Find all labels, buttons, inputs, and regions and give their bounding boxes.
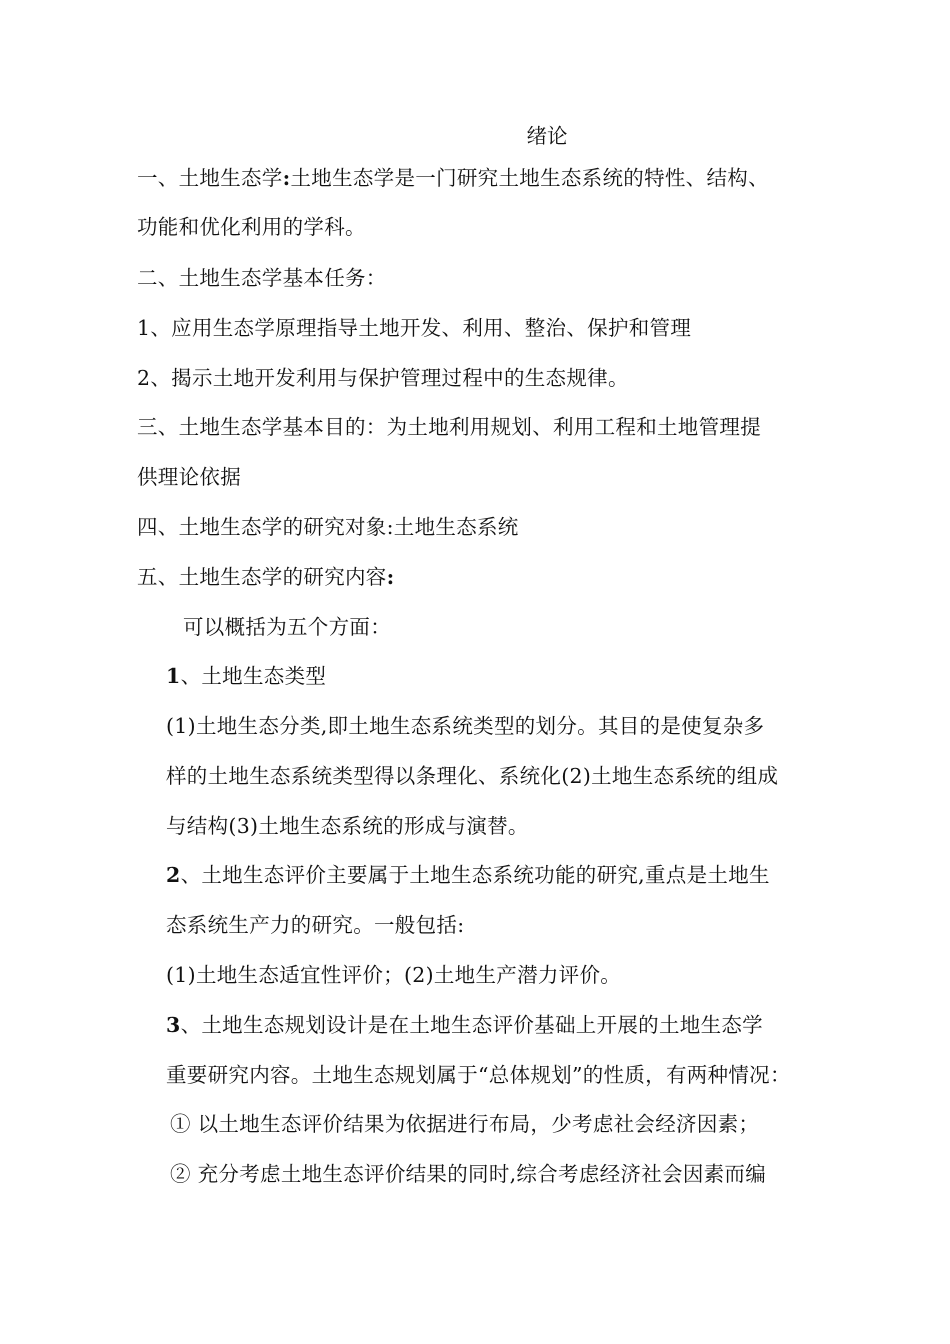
item-1-heading bbox=[166, 662, 326, 690]
section-1-colon: : bbox=[282, 166, 291, 190]
section-1-line-2: 功能和优化利用的学科。 bbox=[137, 215, 366, 239]
section-1-definition: 土地生态学是一门研究土地生态系统的特性、结构、 bbox=[290, 166, 769, 190]
section-5-intro: 可以概括为五个方面： bbox=[183, 615, 391, 639]
item-2-number: 2 bbox=[166, 863, 181, 887]
document-title: 绪论 bbox=[526, 124, 568, 148]
item-3-number: 3 bbox=[166, 1013, 181, 1037]
item-2-heading bbox=[166, 861, 770, 889]
item-1-line-2: 样的土地生态系统类型得以条理化、系统化(2)土地生态系统的组成 bbox=[166, 764, 779, 788]
section-3-line-1: 三、土地生态学基本目的：为土地利用规划、利用工程和土地管理提 bbox=[137, 415, 761, 439]
section-4: 四、土地生态学的研究对象:土地生态系统 bbox=[137, 515, 519, 539]
item-1-line-1: (1)土地生态分类,即土地生态系统类型的划分。其目的是使复杂多 bbox=[166, 714, 765, 738]
section-3-line-2: 供理论依据 bbox=[137, 465, 241, 489]
item-2-line-3: (1)土地生态适宜性评价；(2)土地生产潜力评价。 bbox=[166, 963, 622, 987]
item-1-title: 、土地生态类型 bbox=[180, 664, 327, 688]
item-2-line-2: 态系统生产力的研究。一般包括: bbox=[166, 913, 465, 937]
item-1-number: 1 bbox=[166, 664, 181, 688]
section-5-colon: : bbox=[386, 565, 395, 589]
item-3-line-2: 重要研究内容。土地生态规划属于“总体规划”的性质，有两种情况： bbox=[166, 1063, 791, 1087]
section-1-heading: 一、土地生态学 bbox=[137, 166, 283, 190]
section-5-label: 五、土地生态学的研究内容 bbox=[137, 565, 387, 589]
case-1: ① 以土地生态评价结果为依据进行布局，少考虑社会经济因素； bbox=[170, 1112, 760, 1136]
item-2-title: 、土地生态评价主要属于土地生态系统功能的研究,重点是土地生 bbox=[180, 863, 770, 887]
task-2: 2、揭示土地开发利用与保护管理过程中的生态规律。 bbox=[137, 366, 629, 390]
item-1-line-3: 与结构(3)土地生态系统的形成与演替。 bbox=[166, 814, 529, 838]
item-3-heading bbox=[166, 1011, 763, 1039]
section-1-line-1 bbox=[137, 164, 769, 192]
task-1: 1、应用生态学原理指导土地开发、利用、整治、保护和管理 bbox=[137, 316, 692, 340]
section-2-heading: 二、土地生态学基本任务： bbox=[137, 266, 387, 290]
section-5-heading bbox=[137, 563, 394, 591]
case-2: ② 充分考虑土地生态评价结果的同时,综合考虑经济社会因素而编 bbox=[170, 1162, 767, 1186]
item-3-title: 、土地生态规划设计是在土地生态评价基础上开展的土地生态学 bbox=[180, 1013, 763, 1037]
